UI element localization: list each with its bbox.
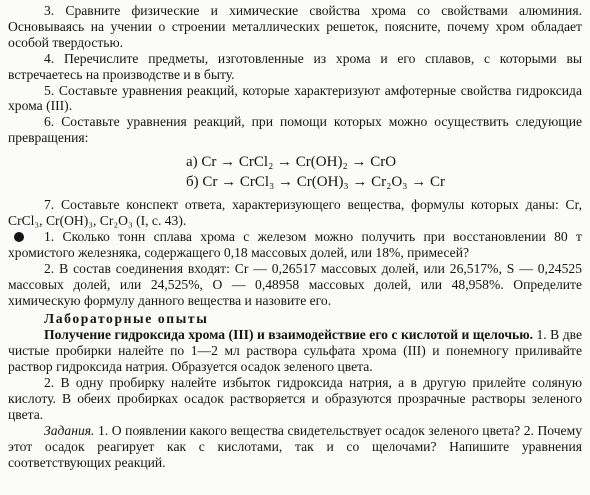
question-4: 4. Перечислите предметы, изготовленные из хрома и его сплавов, с которыми вы встречаетесь на производстве и в быту.: [8, 50, 582, 82]
question-5: 5. Составьте уравнения реакций, которые характеризуют амфотерные свойства гидроксида хрома (III).: [8, 82, 582, 114]
bullet-marker-icon: [14, 232, 24, 242]
scheme-b: б) Cr → CrCl₃ → Cr(OH)₃ → Cr₂O₃ → Cr: [186, 174, 445, 191]
task-1-block: [8, 229, 582, 261]
task-1: 1. Сколько тонн сплава хрома с железом можно получить при восстановлении 80 т хромистого железняка, содержащего 0,18 массовых долей, или 18%, примесей?: [8, 228, 582, 260]
question-6: 6. Составьте уравнения реакций, при помощи которых можно осуществить следующие превращения:: [8, 114, 582, 146]
question-3: 3. Сравните физические и химические свойства хрома со свойствами алюминия. Основываясь на учении о строении металлических решеток, поясните, почему хром обладает особой твердостью.: [8, 3, 582, 50]
lab-heading: Лабораторные опыты: [44, 310, 209, 326]
transformation-schemes: [186, 152, 582, 192]
task-2: 2. В состав соединения входят: Cr — 0,26517 массовых долей, или 26,517%, S — 0,24525 массовых долей, или 24,525%, O — 0,48958 массовых долей, или 48,958%. Определите химическую формулу данного вещества и назовите его.: [8, 260, 582, 308]
lab-title: Получение гидроксида хрома (III) и взаимодействие его с кислотой и щелочью.: [44, 327, 534, 343]
lab-experiment: [8, 327, 582, 375]
assignments-label: Задания.: [44, 422, 95, 438]
lab-assignments: [8, 423, 582, 471]
lab-step-1: 1. В две чистые пробирки налейте по 1—2 мл раствора сульфата хрома (III) и понемногу приливайте раствор гидроксида натрия. Образуется осадок зеленого цвета.: [8, 327, 582, 375]
lab-step-2: 2. В одну пробирку налейте избыток гидроксида натрия, а в другую прилейте соляную кислоту. В обеих пробирках осадок растворяется и образуются прозрачные растворы зеленого цвета.: [8, 375, 582, 422]
assignments-text: 1. О появлении какого вещества свидетельствует осадок зеленого цвета? 2. Почему этот осадок реагирует как с кислотами, так и со щелочами? Напишите уравнения соответствующих реакций.: [8, 422, 582, 470]
question-7: 7. Составьте конспект ответа, характеризующего вещества, формулы которых даны: Cr, CrCl₃, Cr(OH)₃, Cr₂O₃ (I, с. 43).: [8, 197, 582, 229]
scheme-a: а) Cr → CrCl₂ → Cr(OH)₂ → CrO: [186, 154, 397, 171]
